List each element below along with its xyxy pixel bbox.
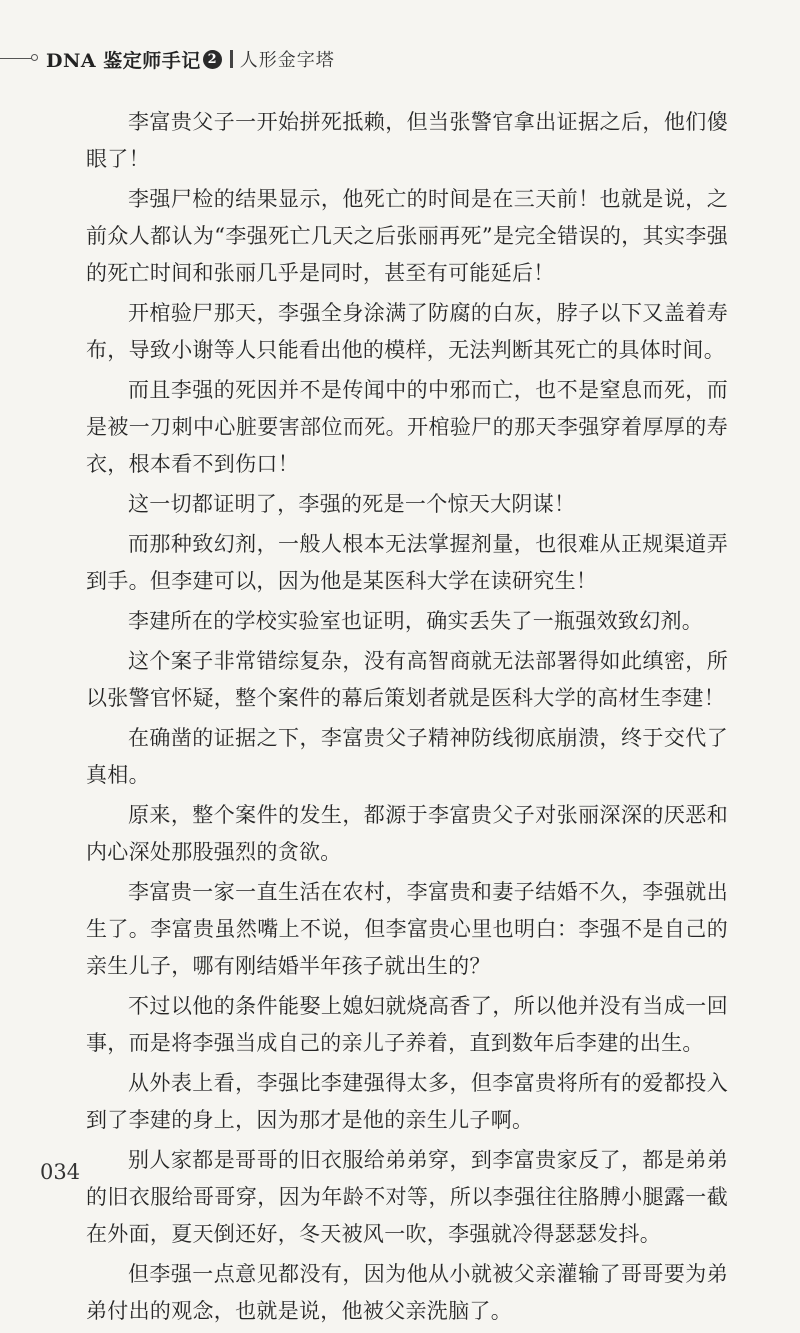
- header-title: [46, 44, 335, 74]
- header-circle-ornament: [31, 54, 38, 61]
- paragraph: 而那种致幻剂，一般人根本无法掌握剂量，也很难从正规渠道弄到手。但李建可以，因为他是某医科大学在读研究生！: [86, 532, 728, 593]
- paragraph: 在确凿的证据之下，李富贵父子精神防线彻底崩溃，终于交代了真相。: [86, 726, 728, 787]
- book-subtitle: 人形金字塔: [239, 50, 335, 71]
- page-number: 034: [40, 1160, 81, 1184]
- body-text: [86, 104, 728, 1333]
- header-separator: [230, 50, 233, 68]
- paragraph: 这一切都证明了，李强的死是一个惊天大阴谋！: [128, 492, 576, 516]
- paragraph: 但李强一点意见都没有，因为他从小就被父亲灌输了哥哥要为弟弟付出的观念，也就是说，他被父亲洗脑了。: [86, 1262, 728, 1323]
- paragraph: 从外表上看，李强比李建强得太多，但李富贵将所有的爱都投入到了李建的身上，因为那才是他的亲生儿子啊。: [86, 1071, 728, 1132]
- paragraph: 开棺验尸那天，李强全身涂满了防腐的白灰，脖子以下又盖着寿布，导致小谢等人只能看出他的模样，无法判断其死亡的具体时间。: [86, 301, 728, 362]
- volume-badge: 2: [203, 50, 222, 69]
- paragraph: 李建所在的学校实验室也证明，确实丢失了一瓶强效致幻剂。: [128, 609, 704, 633]
- paragraph: 不过以他的条件能娶上媳妇就烧高香了，所以他并没有当成一回事，而是将李强当成自己的亲儿子养着，直到数年后李建的出生。: [86, 994, 728, 1055]
- paragraph: 李富贵一家一直生活在农村，李富贵和妻子结婚不久，李强就出生了。李富贵虽然嘴上不说，但李富贵心里也明白：李强不是自己的亲生儿子，哪有刚结婚半年孩子就出生的？: [86, 880, 728, 978]
- paragraph: 这个案子非常错综复杂，没有高智商就无法部署得如此缜密，所以张警官怀疑，整个案件的幕后策划者就是医科大学的高材生李建！: [86, 649, 728, 710]
- paragraph: 别人家都是哥哥的旧衣服给弟弟穿，到李富贵家反了，都是弟弟的旧衣服给哥哥穿，因为年龄不对等，所以李强往往胳膊小腿露一截在外面，夏天倒还好，冬天被风一吹，李强就冷得瑟瑟发抖。: [86, 1148, 728, 1246]
- paragraph: 李强尸检的结果显示，他死亡的时间是在三天前！也就是说，之前众人都认为“李强死亡几天之后张丽再死”是完全错误的，其实李强的死亡时间和张丽几乎是同时，甚至有可能延后！: [86, 187, 728, 285]
- book-title: DNA 鉴定师手记: [46, 49, 201, 72]
- paragraph: 李富贵父子一开始拼死抵赖，但当张警官拿出证据之后，他们傻眼了！: [86, 110, 728, 171]
- header-rule: [0, 58, 32, 59]
- running-header: [0, 44, 800, 74]
- paragraph: 而且李强的死因并不是传闻中的中邪而亡，也不是窒息而死，而是被一刀刺中心脏要害部位而死。开棺验尸的那天李强穿着厚厚的寿衣，根本看不到伤口！: [86, 378, 728, 476]
- paragraph: 原来，整个案件的发生，都源于李富贵父子对张丽深深的厌恶和内心深处那股强烈的贪欲。: [86, 803, 728, 864]
